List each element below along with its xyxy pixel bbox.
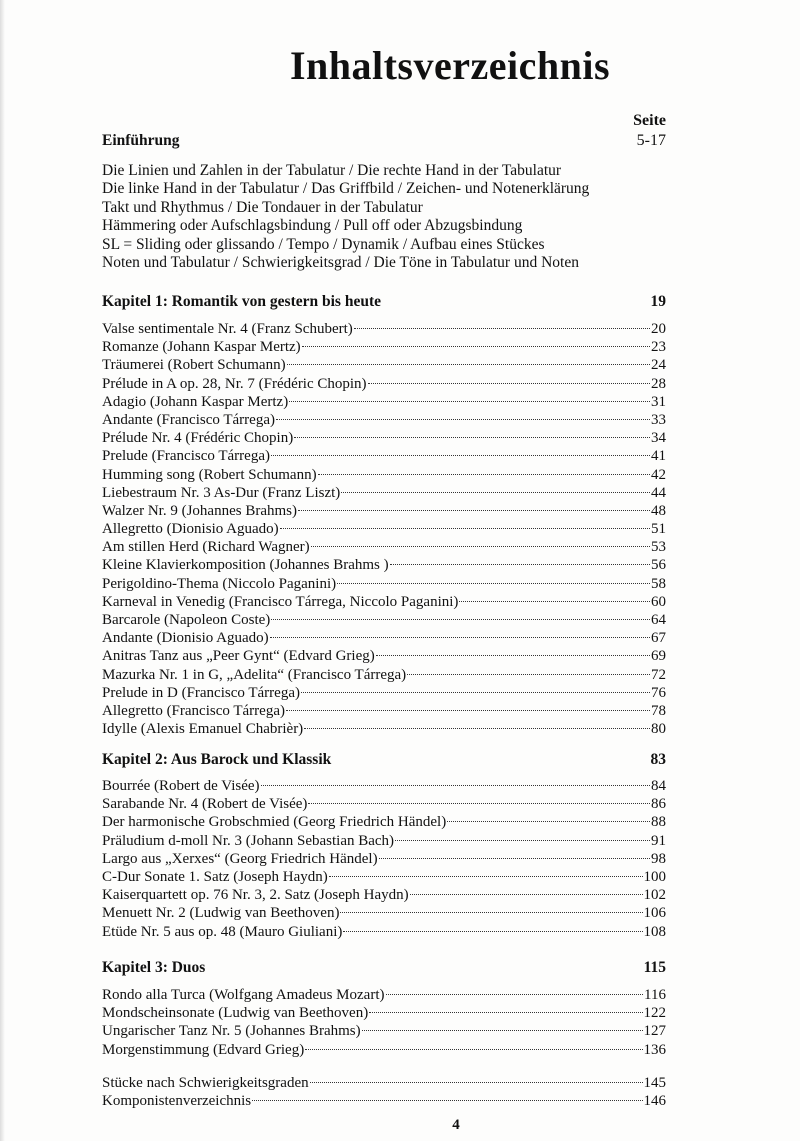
intro-page: 5-17 [636, 132, 666, 149]
toc-entry [102, 356, 666, 374]
toc-entry-title: Präludium d-moll Nr. 3 (Johann Sebastian Bach) [102, 832, 395, 849]
toc-entry-page: 28 [651, 375, 666, 392]
toc-entry-page: 84 [651, 778, 666, 794]
toc-entry-page: 48 [651, 502, 666, 519]
toc-entry [102, 375, 666, 393]
chapter-1-heading-row [102, 293, 666, 311]
dot-leader [386, 994, 644, 995]
toc-entry [102, 795, 666, 813]
chapter-2-page: 83 [650, 751, 666, 768]
dot-leader [390, 564, 650, 565]
dot-leader [270, 637, 650, 638]
dot-leader [286, 710, 650, 711]
dot-leader [379, 858, 650, 859]
intro-heading: Einführung [102, 132, 180, 149]
toc-entry [102, 886, 666, 904]
toc-entry-title: Liebestraum Nr. 3 As-Dur (Franz Liszt) [102, 484, 341, 501]
toc-entry-title: Andante (Dionisio Aguado) [102, 630, 269, 647]
toc-entry-page: 33 [651, 411, 666, 428]
toc-entry [102, 447, 666, 465]
toc-entry-page: 72 [651, 666, 666, 683]
chapter-1-list [102, 320, 666, 738]
toc-entry-page: 24 [651, 357, 666, 374]
toc-entry-page: 127 [643, 1023, 666, 1040]
toc-entry-title: Prélude in A op. 28, Nr. 7 (Frédéric Chopin) [102, 375, 367, 392]
toc-entry [102, 1004, 666, 1022]
dot-leader [308, 803, 650, 804]
toc-entry-title: Anitras Tanz aus „Peer Gynt“ (Edvard Grieg) [102, 648, 375, 665]
dot-leader [459, 601, 650, 602]
toc-entry [102, 484, 666, 502]
appendix-list [102, 1074, 666, 1110]
toc-entry-title: Adagio (Johann Kaspar Mertz) [102, 393, 289, 410]
toc-entry [102, 986, 666, 1004]
intro-line: Takt und Rhythmus / Die Tondauer in der Tabulatur [102, 198, 423, 216]
toc-entry-title: Kaiserquartett op. 76 Nr. 3, 2. Satz (Joseph Haydn) [102, 887, 409, 904]
dot-leader [318, 474, 650, 475]
page-title: Inhaltsverzeichnis [289, 43, 611, 88]
toc-entry-title: Komponistenverzeichnis [102, 1093, 252, 1110]
toc-entry-page: 106 [643, 905, 666, 922]
toc-entry-title: Andante (Francisco Tárrega) [102, 411, 275, 428]
toc-entry-page: 86 [651, 796, 666, 813]
toc-entry-title: Prélude Nr. 4 (Frédéric Chopin) [102, 430, 294, 447]
toc-entry-title: Romanze (Johann Kaspar Mertz) [102, 339, 301, 356]
toc-entry [102, 611, 666, 629]
toc-entry [102, 832, 666, 850]
dot-leader [341, 492, 650, 493]
toc-entry-page: 23 [651, 339, 666, 356]
dot-leader [280, 528, 650, 529]
intro-line: Noten und Tabulatur / Schwierigkeitsgrad / Die Töne in Tabulatur und Noten [102, 254, 579, 272]
toc-entry-page: 60 [651, 593, 666, 610]
chapter-2-list [102, 777, 666, 941]
dot-leader [376, 655, 650, 656]
toc-entry-title: Kleine Klavierkomposition (Johannes Brahms ) [102, 557, 389, 574]
toc-entry [102, 923, 666, 941]
toc-entry [102, 684, 666, 702]
toc-entry-title: Am stillen Herd (Richard Wagner) [102, 539, 310, 556]
dot-leader [447, 821, 650, 822]
toc-entry-page: 108 [643, 923, 666, 940]
toc-entry-page: 34 [651, 430, 666, 447]
toc-entry-page: 91 [651, 832, 666, 849]
dot-leader [407, 674, 650, 675]
seite-column-label: Seite [633, 112, 666, 129]
toc-entry-page: 58 [651, 575, 666, 592]
toc-entry-page: 69 [651, 648, 666, 665]
toc-entry [102, 647, 666, 665]
dot-leader [310, 1082, 643, 1083]
toc-entry-title: Valse sentimentale Nr. 4 (Franz Schubert) [102, 321, 353, 337]
dot-leader [261, 785, 650, 786]
toc-entry [102, 629, 666, 647]
toc-entry [102, 1092, 666, 1110]
toc-entry-page: 53 [651, 539, 666, 556]
chapter-2-heading: Kapitel 2: Aus Barock und Klassik [102, 751, 332, 768]
dot-leader [252, 1100, 642, 1101]
toc-entry-page: 102 [643, 887, 666, 904]
toc-entry-title: Idylle (Alexis Emanuel Chabrièr) [102, 721, 304, 738]
toc-entry-title: Rondo alla Turca (Wolfgang Amadeus Mozart) [102, 987, 385, 1003]
dot-leader [305, 1049, 642, 1050]
dot-leader [287, 364, 650, 365]
dot-leader [343, 931, 642, 932]
chapter-3-page: 115 [643, 959, 666, 976]
toc-entry-title: Allegretto (Francisco Tárrega) [102, 702, 285, 719]
toc-entry-title: Mazurka Nr. 1 in G, „Adelita“ (Francisco Tárrega) [102, 666, 407, 683]
toc-entry-page: 41 [651, 448, 666, 465]
chapter-1-heading: Kapitel 1: Romantik von gestern bis heute [102, 293, 381, 310]
toc-entry-title: Mondscheinsonate (Ludwig van Beethoven) [102, 1005, 369, 1022]
toc-entry-title: Walzer Nr. 9 (Johannes Brahms) [102, 502, 297, 519]
chapter-3-heading-row [102, 959, 666, 977]
toc-entry-page: 88 [651, 814, 666, 831]
toc-entry-page: 145 [643, 1075, 666, 1091]
toc-entry-page: 51 [651, 521, 666, 538]
toc-entry-page: 100 [643, 868, 666, 885]
toc-entry [102, 1041, 666, 1059]
toc-entry [102, 429, 666, 447]
dot-leader [340, 912, 642, 913]
dot-leader [329, 876, 643, 877]
toc-entry [102, 393, 666, 411]
intro-heading-row [102, 132, 666, 150]
toc-entry-title: Allegretto (Dionisio Aguado) [102, 521, 279, 538]
chapter-3-heading: Kapitel 3: Duos [102, 959, 206, 976]
dot-leader [354, 328, 650, 329]
toc-entry [102, 1022, 666, 1040]
toc-entry-title: C-Dur Sonate 1. Satz (Joseph Haydn) [102, 868, 328, 885]
toc-entry-page: 80 [651, 721, 666, 738]
intro-line: SL = Sliding oder glissando / Tempo / Dynamik / Aufbau eines Stückes [102, 235, 545, 253]
dot-leader [368, 383, 650, 384]
intro-topics [102, 162, 682, 272]
chapter-2-heading-row [102, 751, 666, 769]
toc-entry [102, 720, 666, 738]
toc-entry [102, 556, 666, 574]
dot-leader [271, 619, 650, 620]
toc-entry [102, 777, 666, 795]
toc-entry [102, 593, 666, 611]
dot-leader [304, 728, 650, 729]
dot-leader [276, 419, 650, 420]
dot-leader [298, 510, 650, 511]
toc-entry-title: Morgenstimmung (Edvard Grieg) [102, 1041, 305, 1058]
toc-entry [102, 575, 666, 593]
toc-entry-page: 78 [651, 702, 666, 719]
toc-entry-title: Bourrée (Robert de Visée) [102, 778, 260, 794]
toc-entry-title: Perigoldino-Thema (Niccolo Paganini) [102, 575, 337, 592]
toc-entry-page: 136 [643, 1041, 666, 1058]
toc-entry-page: 98 [651, 850, 666, 867]
toc-entry [102, 411, 666, 429]
toc-entry [102, 702, 666, 720]
toc-entry [102, 868, 666, 886]
toc-entry-page: 31 [651, 393, 666, 410]
toc-entry [102, 320, 666, 338]
dot-leader [362, 1030, 643, 1031]
dot-leader [302, 346, 650, 347]
toc-entry-page: 146 [643, 1093, 666, 1110]
toc-entry-title: Largo aus „Xerxes“ (Georg Friedrich Händel) [102, 850, 378, 867]
dot-leader [410, 894, 643, 895]
toc-entry-page: 42 [651, 466, 666, 483]
toc-entry-title: Etüde Nr. 5 aus op. 48 (Mauro Giuliani) [102, 923, 343, 940]
dot-leader [395, 840, 650, 841]
dot-leader [369, 1012, 642, 1013]
toc-entry-page: 20 [651, 321, 666, 337]
toc-entry [102, 1074, 666, 1092]
dot-leader [311, 546, 650, 547]
dot-leader [301, 692, 650, 693]
dot-leader [294, 437, 650, 438]
toc-entry [102, 850, 666, 868]
toc-entry-title: Karneval in Venedig (Francisco Tárrega, Niccolo Paganini) [102, 593, 459, 610]
toc-entry-title: Prelude (Francisco Tárrega) [102, 448, 270, 465]
toc-entry-page: 67 [651, 630, 666, 647]
toc-entry-page: 76 [651, 684, 666, 701]
dot-leader [289, 401, 650, 402]
toc-entry [102, 502, 666, 520]
dot-leader [337, 583, 650, 584]
toc-entry-title: Humming song (Robert Schumann) [102, 466, 317, 483]
toc-entry-title: Menuett Nr. 2 (Ludwig van Beethoven) [102, 905, 340, 922]
toc-entry-title: Ungarischer Tanz Nr. 5 (Johannes Brahms) [102, 1023, 361, 1040]
toc-entry-page: 64 [651, 612, 666, 628]
toc-entry-title: Der harmonische Grobschmied (Georg Friedrich Händel) [102, 814, 447, 831]
dot-leader [271, 455, 650, 456]
toc-entry-page: 122 [643, 1005, 666, 1022]
toc-entry [102, 813, 666, 831]
toc-entry-page: 56 [651, 557, 666, 574]
page-number: 4 [452, 1117, 460, 1133]
chapter-1-page: 19 [650, 293, 666, 310]
toc-entry-title: Prelude in D (Francisco Tárrega) [102, 684, 300, 701]
toc-entry [102, 466, 666, 484]
toc-entry-page: 116 [644, 987, 666, 1003]
toc-entry [102, 520, 666, 538]
toc-entry-title: Stücke nach Schwierigkeitsgraden [102, 1075, 309, 1091]
intro-line: Die Linien und Zahlen in der Tabulatur / Die rechte Hand in der Tabulatur [102, 162, 562, 179]
toc-entry [102, 666, 666, 684]
intro-line: Die linke Hand in der Tabulatur / Das Griffbild / Zeichen- und Notenerklärung [102, 180, 590, 198]
scan-edge-shadow [0, 0, 5, 1141]
toc-entry-page: 44 [651, 484, 666, 501]
toc-entry-title: Sarabande Nr. 4 (Robert de Visée) [102, 796, 308, 813]
chapter-3-list [102, 986, 666, 1059]
toc-entry [102, 538, 666, 556]
intro-line: Hämmering oder Aufschlagsbindung / Pull off oder Abzugsbindung [102, 217, 523, 235]
toc-entry [102, 904, 666, 922]
toc-entry-title: Träumerei (Robert Schumann) [102, 357, 286, 374]
toc-entry [102, 338, 666, 356]
toc-entry-title: Barcarole (Napoleon Coste) [102, 612, 271, 628]
